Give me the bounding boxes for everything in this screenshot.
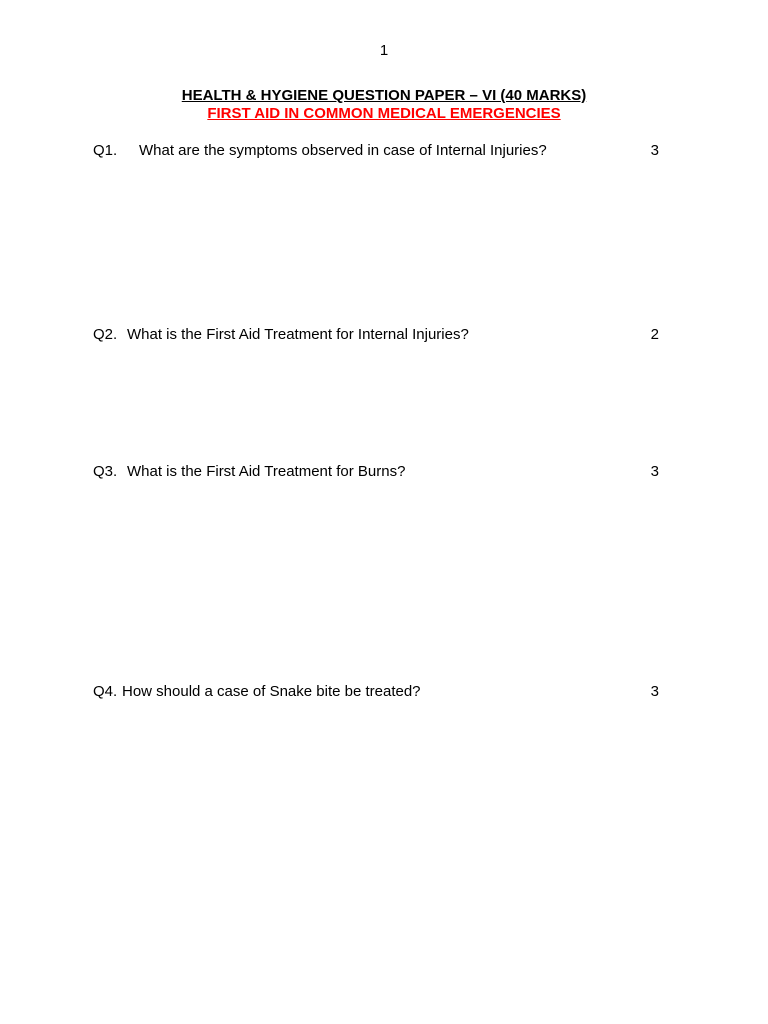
question-number: Q4. [93,683,118,700]
question-number: Q3. [93,463,118,480]
question-1 [93,142,661,162]
question-text: What are the symptoms observed in case of Internal Injuries? [139,142,547,159]
question-marks: 2 [650,326,659,343]
question-3 [93,463,661,483]
paper-title: HEALTH & HYGIENE QUESTION PAPER – VI (40 MARKS) [181,87,587,104]
question-number: Q2. [93,326,118,343]
page-number: 1 [379,42,389,59]
question-marks: 3 [650,142,659,159]
question-text: How should a case of Snake bite be treated? [122,683,421,700]
question-marks: 3 [650,463,659,480]
paper-subtitle: FIRST AID IN COMMON MEDICAL EMERGENCIES [207,105,561,122]
question-marks: 3 [650,683,659,700]
question-4 [93,683,661,703]
question-text: What is the First Aid Treatment for Internal Injuries? [127,326,469,343]
question-2 [93,326,661,346]
question-text: What is the First Aid Treatment for Burns? [127,463,406,480]
question-number: Q1. [93,142,118,159]
